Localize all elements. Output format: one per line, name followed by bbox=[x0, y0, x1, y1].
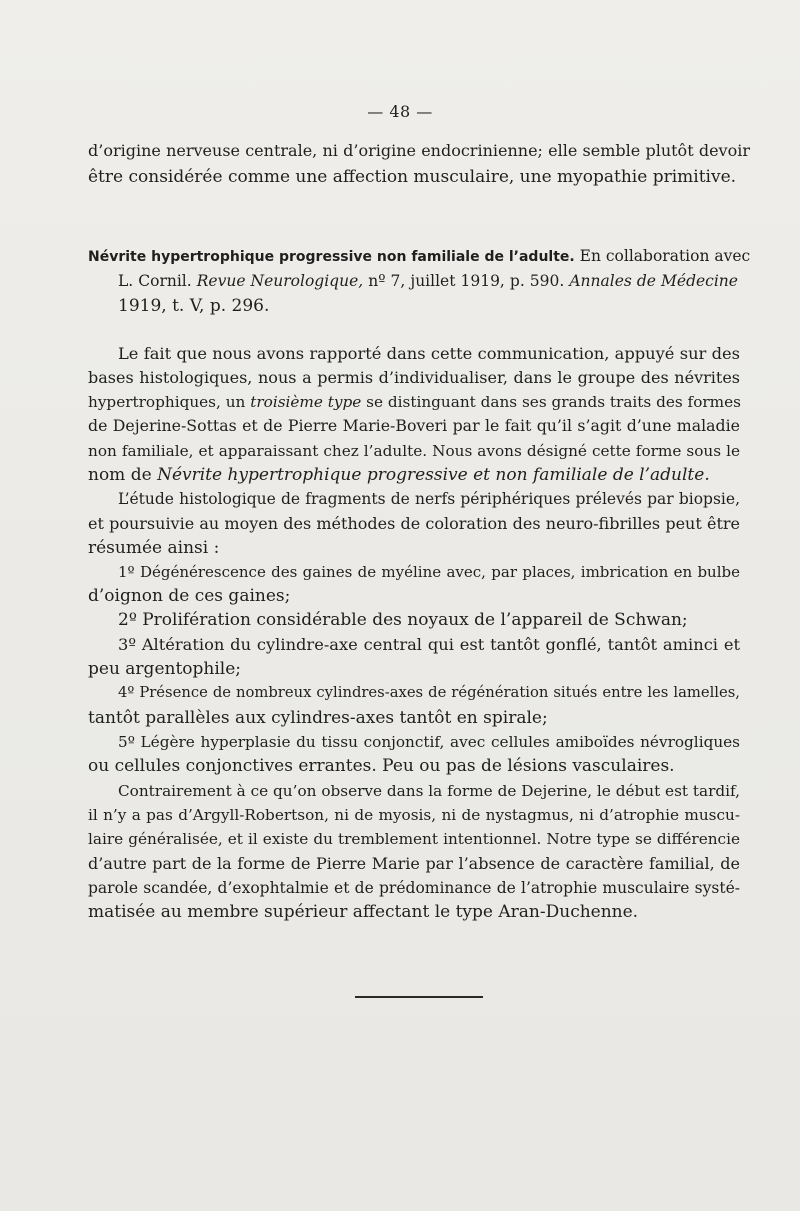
italic-span: troisième type bbox=[250, 393, 362, 411]
text-line: bases histologiques, nous a permis d’individualiser, dans le groupe des névrites bbox=[88, 368, 740, 387]
text-line: non familiale, et apparaissant chez l’adulte. Nous avons désigné cette forme sous le bbox=[88, 442, 740, 460]
list-item: tantôt parallèles aux cylindres-axes tantôt en spirale; bbox=[88, 708, 548, 728]
text-span: se distinguant dans ses grands traits des formes bbox=[366, 393, 741, 411]
reference-line bbox=[118, 269, 738, 293]
text-line: Le fait que nous avons rapporté dans cette communication, appuyé sur des bbox=[118, 344, 740, 363]
text-line: il n’y a pas d’Argyll-Robertson, ni de myosis, ni de nystagmus, ni d’atrophie muscu- bbox=[88, 806, 740, 824]
text-line: résumée ainsi : bbox=[88, 538, 220, 558]
text-line: parole scandée, d’exophtalmie et de prédominance de l’atrophie musculaire systé- bbox=[88, 879, 740, 897]
text-line: Contrairement à ce qu’on observe dans la forme de Dejerine, le début est tardif, bbox=[118, 782, 740, 800]
page-number: — 48 — bbox=[367, 102, 433, 121]
list-item: peu argentophile; bbox=[88, 659, 242, 679]
list-item: 4º Présence de nombreux cylindres-axes de régénération situés entre les lamelles, bbox=[118, 684, 740, 701]
italic-span: Névrite hypertrophique progressive et non familiale de l’adulte. bbox=[157, 465, 710, 485]
text-line: de Dejerine-Sottas et de Pierre Marie-Boveri par le fait qu’il s’agit d’une maladie bbox=[88, 416, 740, 435]
reference-journal: Revue Neurologique, bbox=[196, 272, 364, 290]
list-item: d’oignon de ces gaines; bbox=[88, 586, 291, 606]
reference-journal-detail: nº 7, juillet 1919, p. 590. bbox=[368, 272, 565, 290]
list-item: ou cellules conjonctives errantes. Peu ou pas de lésions vasculaires. bbox=[88, 756, 675, 776]
list-item: 5º Légère hyperplasie du tissu conjonctif, avec cellules amiboïdes névrogliques bbox=[118, 733, 740, 751]
text-line: d’autre part de la forme de Pierre Marie par l’absence de caractère familial, de bbox=[88, 854, 740, 873]
text-line: d’origine nerveuse centrale, ni d’origine endocrinienne; elle semble plutôt devoir bbox=[88, 141, 750, 160]
list-item: 1º Dégénérescence des gaines de myéline avec, par places, imbrication en bulbe bbox=[118, 563, 740, 581]
section-divider bbox=[355, 996, 483, 998]
text-line: matisée au membre supérieur affectant le type Aran-Duchenne. bbox=[88, 902, 639, 922]
reference-author: L. Cornil. bbox=[118, 272, 192, 290]
reference-collab: En collaboration avec bbox=[579, 247, 751, 265]
reference-title: Névrite hypertrophique progressive non familiale de l’adulte. bbox=[88, 249, 575, 265]
list-item: 3º Altération du cylindre-axe central qui est tantôt gonflé, tantôt aminci et bbox=[118, 635, 740, 654]
text-span: nom de bbox=[88, 465, 152, 485]
text-line: et poursuivie au moyen des méthodes de coloration des neuro-fibrilles peut être bbox=[88, 514, 740, 533]
text-line bbox=[88, 390, 740, 414]
reference-journal: Annales de Médecine bbox=[569, 272, 738, 290]
list-item: 2º Prolifération considérable des noyaux de l’appareil de Schwan; bbox=[118, 610, 688, 630]
text-span: hypertrophiques, un bbox=[88, 393, 246, 411]
text-line: L’étude histologique de fragments de nerfs périphériques prélevés par biopsie, bbox=[118, 490, 740, 508]
reference-line bbox=[88, 244, 750, 269]
text-line: laire généralisée, et il existe du tremblement intentionnel. Notre type se différencie bbox=[88, 830, 740, 848]
reference-line: 1919, t. V, p. 296. bbox=[118, 296, 270, 316]
text-line bbox=[88, 463, 710, 487]
text-line: être considérée comme une affection musculaire, une myopathie primitive. bbox=[88, 167, 737, 187]
